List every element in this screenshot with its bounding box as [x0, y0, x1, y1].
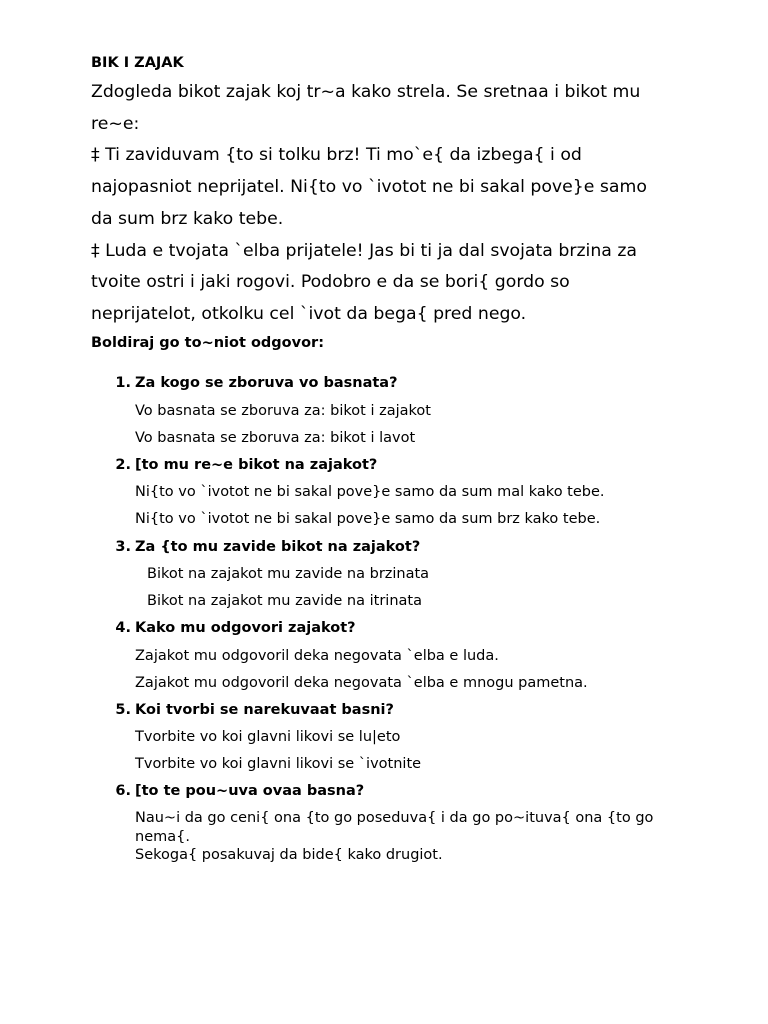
story-line: Zdogleda bikot zajak koj tr~a kako strela. Se sretnaa i bikot mu: [91, 82, 641, 102]
answer-option-continuation[interactable]: nema{.: [135, 829, 190, 845]
story-line: ‡ Ti zaviduvam {to si tolku brz! Ti mo`e{ da izbega{ i od: [91, 145, 582, 166]
story-line: re~e:: [91, 113, 140, 134]
answer-option[interactable]: Sekoga{ posakuvaj da bide{ kako drugiot.: [135, 847, 443, 863]
question-text: [to mu re~e bikot na zajakot?: [135, 457, 378, 473]
instruction-text: Boldiraj go to~niot odgovor:: [91, 335, 324, 351]
story-line: neprijatelot, otkolku cel `ivot da bega{ pred nego.: [91, 303, 527, 324]
story-line: najopasniot neprijatel. Ni{to vo `ivotot ne bi sakal pove}e samo: [91, 177, 647, 198]
question-text: Koi tvorbi se narekuvaat basni?: [135, 702, 394, 718]
question-text: Za {to mu zavide bikot na zajakot?: [135, 539, 421, 555]
document-title: BIK I ZAJAK: [91, 55, 184, 71]
answer-option[interactable]: Vo basnata se zboruva za: bikot i zajakot: [135, 403, 431, 419]
answer-option[interactable]: Ni{to vo `ivotot ne bi sakal pove}e samo da sum mal kako tebe.: [135, 484, 605, 500]
answer-option[interactable]: Nau~i da go ceni{ ona {to go poseduva{ i da go po~ituva{ ona {to go: [135, 810, 654, 826]
question-text: Za kogo se zboruva vo basnata?: [135, 375, 398, 391]
question-text: [to te pou~uva ovaa basna?: [135, 783, 365, 799]
story-line: da sum brz kako tebe.: [91, 208, 284, 229]
answer-option[interactable]: Tvorbite vo koi glavni likovi se `ivotnite: [135, 756, 422, 772]
story-line: tvoite ostri i jaki rogovi. Podobro e da se bori{ gordo so: [91, 272, 570, 293]
question-number: 4.: [115, 620, 131, 636]
question-number: 6.: [115, 783, 131, 799]
story-text: [91, 77, 691, 331]
question-number: 3.: [115, 539, 131, 555]
question-number: 5.: [115, 702, 131, 718]
answer-option[interactable]: Bikot na zajakot mu zavide na itrinata: [147, 593, 422, 609]
answer-option[interactable]: Zajakot mu odgovoril deka negovata `elba e mnogu pametna.: [135, 675, 588, 691]
question-number: 1.: [115, 375, 131, 391]
answer-option[interactable]: Ni{to vo `ivotot ne bi sakal pove}e samo da sum brz kako tebe.: [135, 511, 601, 527]
answer-option[interactable]: Zajakot mu odgovoril deka negovata `elba e luda.: [135, 648, 499, 664]
question-number: 2.: [115, 457, 131, 473]
answer-option[interactable]: Bikot na zajakot mu zavide na brzinata: [147, 566, 430, 582]
answer-option[interactable]: Tvorbite vo koi glavni likovi se lu|eto: [135, 729, 401, 745]
question-text: Kako mu odgovori zajakot?: [135, 620, 356, 636]
story-line: ‡ Luda e tvojata `elba prijatele! Jas bi ti ja dal svojata brzina za: [91, 240, 638, 261]
answer-option[interactable]: Vo basnata se zboruva za: bikot i lavot: [135, 430, 416, 446]
